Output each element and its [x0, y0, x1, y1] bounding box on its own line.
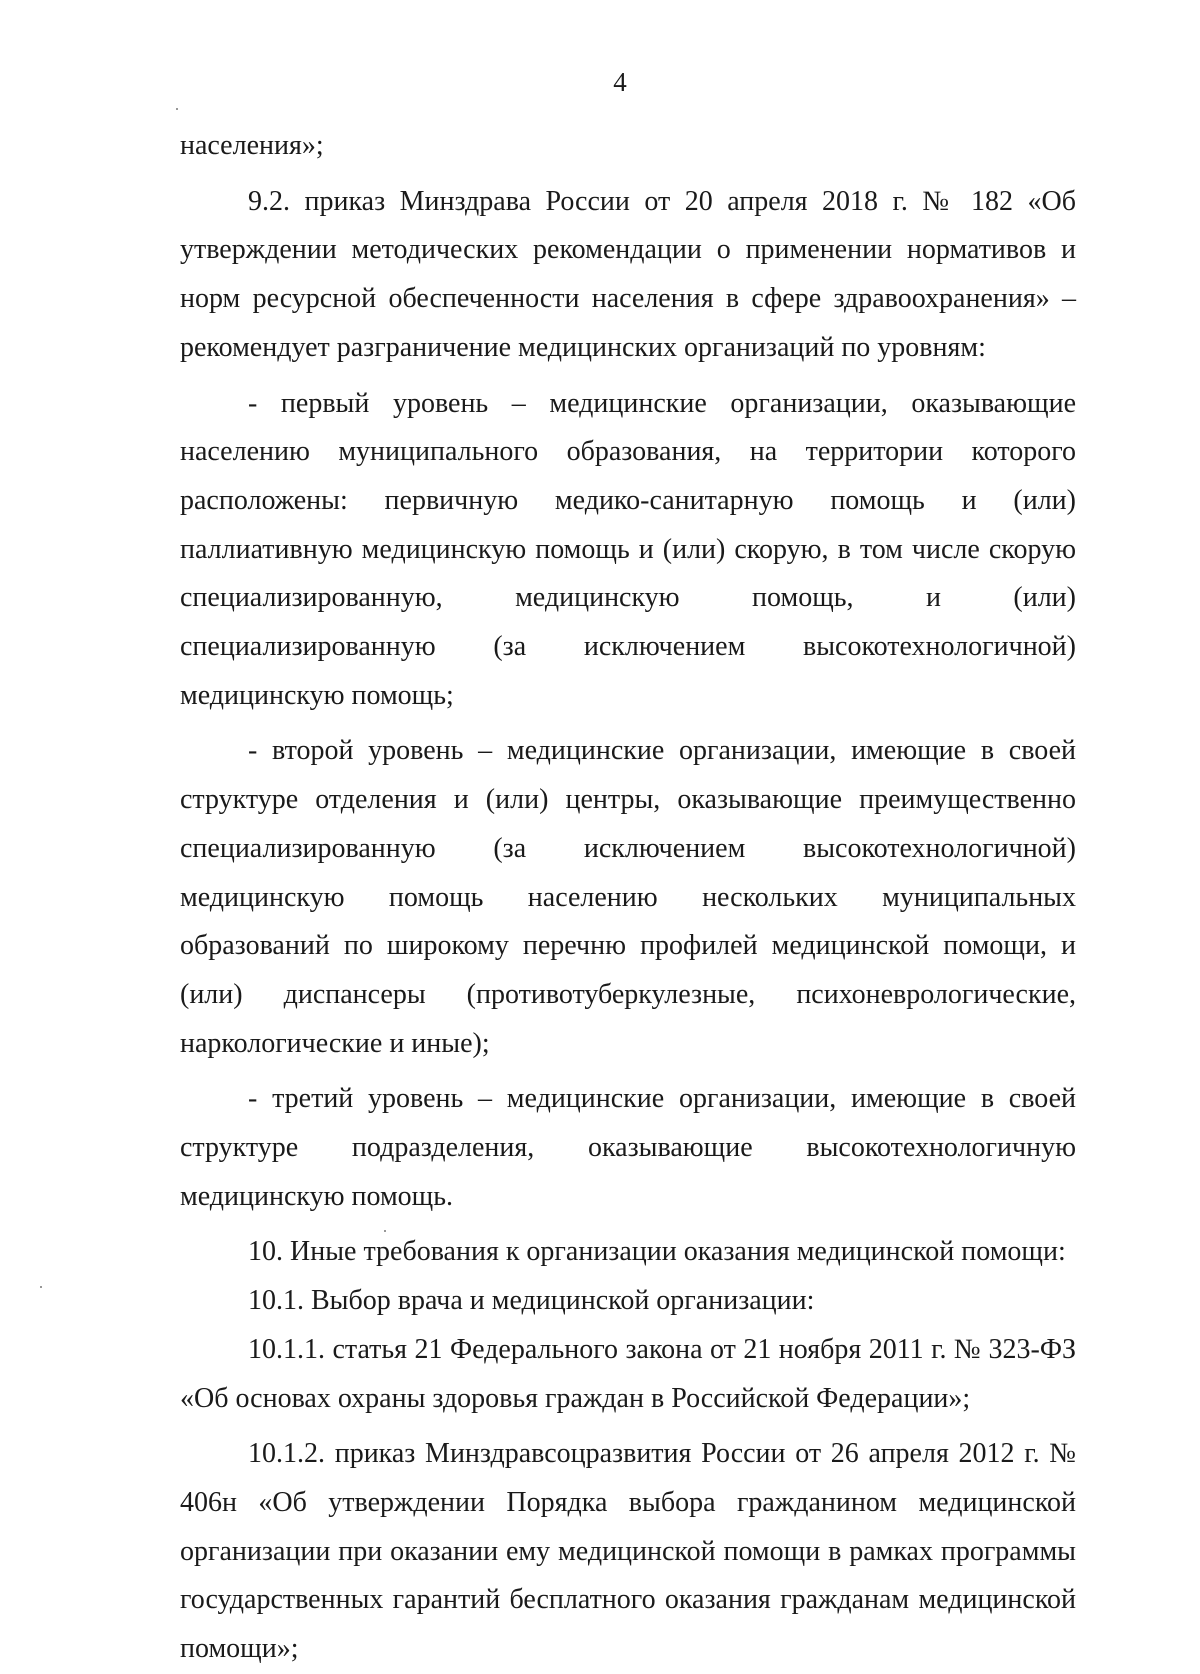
- paragraph-level-2: - второй уровень – медицинские организации, имеющие в своей структуре отделения и (или) центры, оказывающие преимущественно специализированную (за исключением высокотехнологичной) медицинскую помощь населению нескольких муниципальных образований по широкому перечню профилей медицинской помощи, и (или) диспансеры (противотуберкулезные, психоневрологические, наркологические и иные);: [180, 735, 1076, 1059]
- paragraph-10-1-2: 10.1.2. приказ Минздравсоцразвития России от 26 апреля 2012 г. № 406н «Об утверждении Порядка выбора гражданином медицинской организации при оказании ему медицинской помощи в рамках программы государственных гарантий бесплатного оказания гражданам медицинской помощи»;: [180, 1438, 1076, 1665]
- paragraph-continuation: населения»;: [180, 130, 324, 161]
- page-number: 4: [613, 67, 627, 97]
- document-body: [180, 122, 1076, 1674]
- paragraph-10: 10. Иные требования к организации оказания медицинской помощи:: [248, 1236, 1066, 1268]
- paragraph-10-1: 10.1. Выбор врача и медицинской организации:: [248, 1285, 815, 1317]
- scan-speck: [40, 1286, 42, 1288]
- scan-speck: [384, 1230, 386, 1232]
- scan-speck: [176, 108, 178, 110]
- paragraph-9-2: 9.2. приказ Минздрава России от 20 апреля 2018 г. № 182 «Об утверждении методических рекомендации о применении нормативов и норм ресурсной обеспеченности населения в сфере здравоохранения» – рекомендует разграничение медицинских организаций по уровням:: [180, 185, 1076, 363]
- paragraph-level-1: - первый уровень – медицинские организации, оказывающие населению муниципального образования, на территории которого расположены: первичную медико-санитарную помощь и (или) паллиативную медицинскую помощь и (или) скорую, в том числе скорую специализированную, медицинскую помощь, и (или) специализированную (за исключением высокотехнологичной) медицинскую помощь;: [180, 387, 1076, 711]
- paragraph-10-1-1: 10.1.1. статья 21 Федерального закона от 21 ноября 2011 г. № 323-ФЗ «Об основах охраны здоровья граждан в Российской Федерации»;: [180, 1333, 1076, 1414]
- paragraph-level-3: - третий уровень – медицинские организации, имеющие в своей структуре подразделения, оказывающие высокотехнологичную медицинскую помощь.: [180, 1083, 1076, 1212]
